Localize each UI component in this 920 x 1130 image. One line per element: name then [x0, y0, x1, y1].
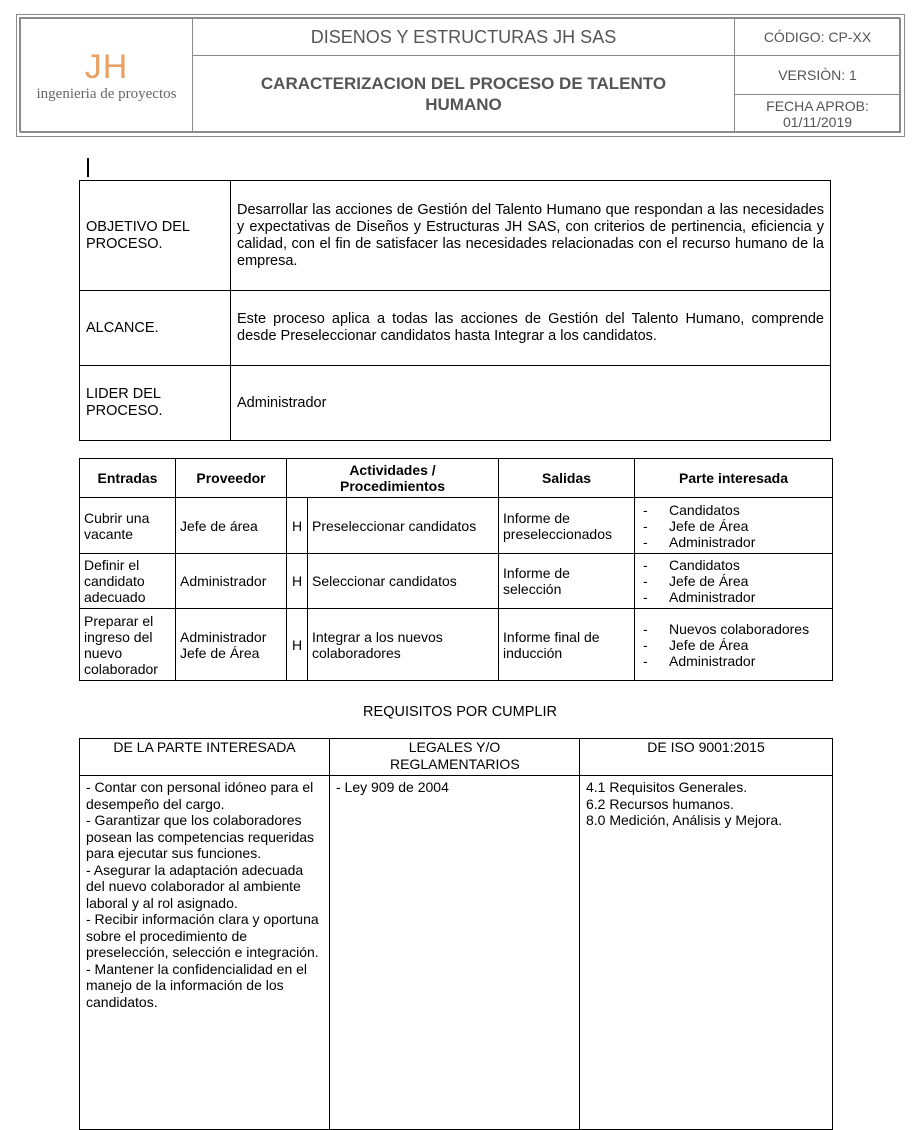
salida-cell: Informe de selección [499, 554, 635, 609]
leader-text: Administrador [231, 366, 831, 441]
partes-cell [635, 609, 833, 681]
list-item: - Contar con personal idóneo para el desempeño del cargo. [86, 779, 314, 812]
header-table [20, 18, 901, 133]
approval-date: 01/11/2019 [782, 113, 853, 130]
list-item: - Jefe de Área [639, 573, 828, 589]
entrada-cell: Preparar el ingreso del nuevo colaborador [80, 609, 176, 681]
approval-label: FECHA APROB: [766, 97, 869, 114]
iso-cell [580, 776, 833, 1130]
header-parte-interesada: Parte interesada [635, 459, 833, 498]
requirements-title: REQUISITOS POR CUMPLIR [363, 704, 557, 720]
process-info-table [79, 180, 831, 441]
interested-party-cell [80, 776, 330, 1130]
actividad-cell: Preseleccionar candidatos [308, 498, 499, 554]
objective-label: OBJETIVO DEL PROCESO. [80, 181, 231, 291]
list-item: 6.2 Recursos humanos. [586, 795, 734, 812]
process-table [79, 458, 833, 681]
list-item: - Administrador [639, 534, 828, 550]
cycle-cell: H [287, 498, 308, 554]
list-item: - Garantizar que los colaboradores posean las competencias requeridas para ejecutar sus funciones. [86, 812, 315, 861]
list-item: 4.1 Requisitos Generales. [586, 779, 748, 795]
list-item: - Candidatos [639, 557, 828, 573]
list-item: - Nuevos colaboradores [639, 621, 828, 637]
actividad-cell: Seleccionar candidatos [308, 554, 499, 609]
header-interested-party: DE LA PARTE INTERESADA [80, 739, 330, 776]
approval-date-cell [735, 95, 901, 133]
list-item: - Candidatos [639, 502, 828, 518]
salida-cell: Informe de preseleccionados [499, 498, 635, 554]
cycle-cell: H [287, 554, 308, 609]
list-item: - Jefe de Área [639, 637, 828, 653]
partes-cell [635, 554, 833, 609]
list-item: - Asegurar la adaptación adecuada del nuevo colaborador al ambiente laboral y al rol asignado. [86, 861, 304, 911]
entrada-cell: Definir el candidato adecuado [80, 554, 176, 609]
proveedor-cell: Administrador Jefe de Área [176, 609, 287, 681]
proveedor-cell: Jefe de área [176, 498, 287, 554]
scope-label: ALCANCE. [80, 291, 231, 366]
header-salidas: Salidas [499, 459, 635, 498]
logo-text: ingenieria de proyectos [36, 85, 177, 102]
cycle-cell: H [287, 609, 308, 681]
legal-cell [330, 776, 580, 1130]
document-header [16, 14, 905, 137]
list-item: - Administrador [639, 653, 828, 669]
process-title: CARACTERIZACION DEL PROCESO DE TALENTO HUMANO [193, 56, 735, 133]
leader-label: LIDER DEL PROCESO. [80, 366, 231, 441]
table-row [80, 554, 833, 609]
objective-text: Desarrollar las acciones de Gestión del Talento Humano que respondan a las necesidades y expectativas de Diseños y Estructuras JH SAS, con criterios de pertinencia, eficiencia y calidad, con el fin de satisfacer las necesidades relacionadas con el recurso humano de la empresa. [231, 181, 831, 291]
logo [21, 19, 193, 133]
requirements-table [79, 738, 833, 1130]
header-entradas: Entradas [80, 459, 176, 498]
document-version: VERSIÒN: 1 [735, 56, 901, 95]
list-item: - Ley 909 de 2004 [336, 779, 449, 795]
header-actividades: Actividades / Procedimientos [287, 459, 499, 498]
header-legal: LEGALES Y/O REGLAMENTARIOS [330, 739, 580, 776]
header-iso: DE ISO 9001:2015 [580, 739, 833, 776]
salida-cell: Informe final de inducción [499, 609, 635, 681]
table-row [80, 498, 833, 554]
entrada-cell: Cubrir una vacante [80, 498, 176, 554]
company-name: DISENOS Y ESTRUCTURAS JH SAS [193, 19, 735, 56]
logo-mark: JH [84, 47, 129, 86]
actividad-cell: Integrar a los nuevos colaboradores [308, 609, 499, 681]
list-item: - Recibir información clara y oportuna sobre el procedimiento de preselección, selección e integración. [86, 911, 319, 960]
header-proveedor: Proveedor [176, 459, 287, 498]
list-item: - Administrador [639, 589, 828, 605]
list-item: 8.0 Medición, Análisis y Mejora. [586, 812, 783, 828]
scope-text: Este proceso aplica a todas las acciones de Gestión del Talento Humano, comprende desde Preseleccionar candidatos hasta Integrar a los candidatos. [231, 291, 831, 366]
document-code: CÓDIGO: CP-XX [735, 19, 901, 56]
list-item: - Jefe de Área [639, 518, 828, 534]
list-item: - Mantener la confidencialidad en el manejo de la información de los candidatos. [86, 960, 308, 1010]
text-cursor [87, 158, 89, 177]
proveedor-cell: Administrador [176, 554, 287, 609]
partes-cell [635, 498, 833, 554]
table-row [80, 609, 833, 681]
